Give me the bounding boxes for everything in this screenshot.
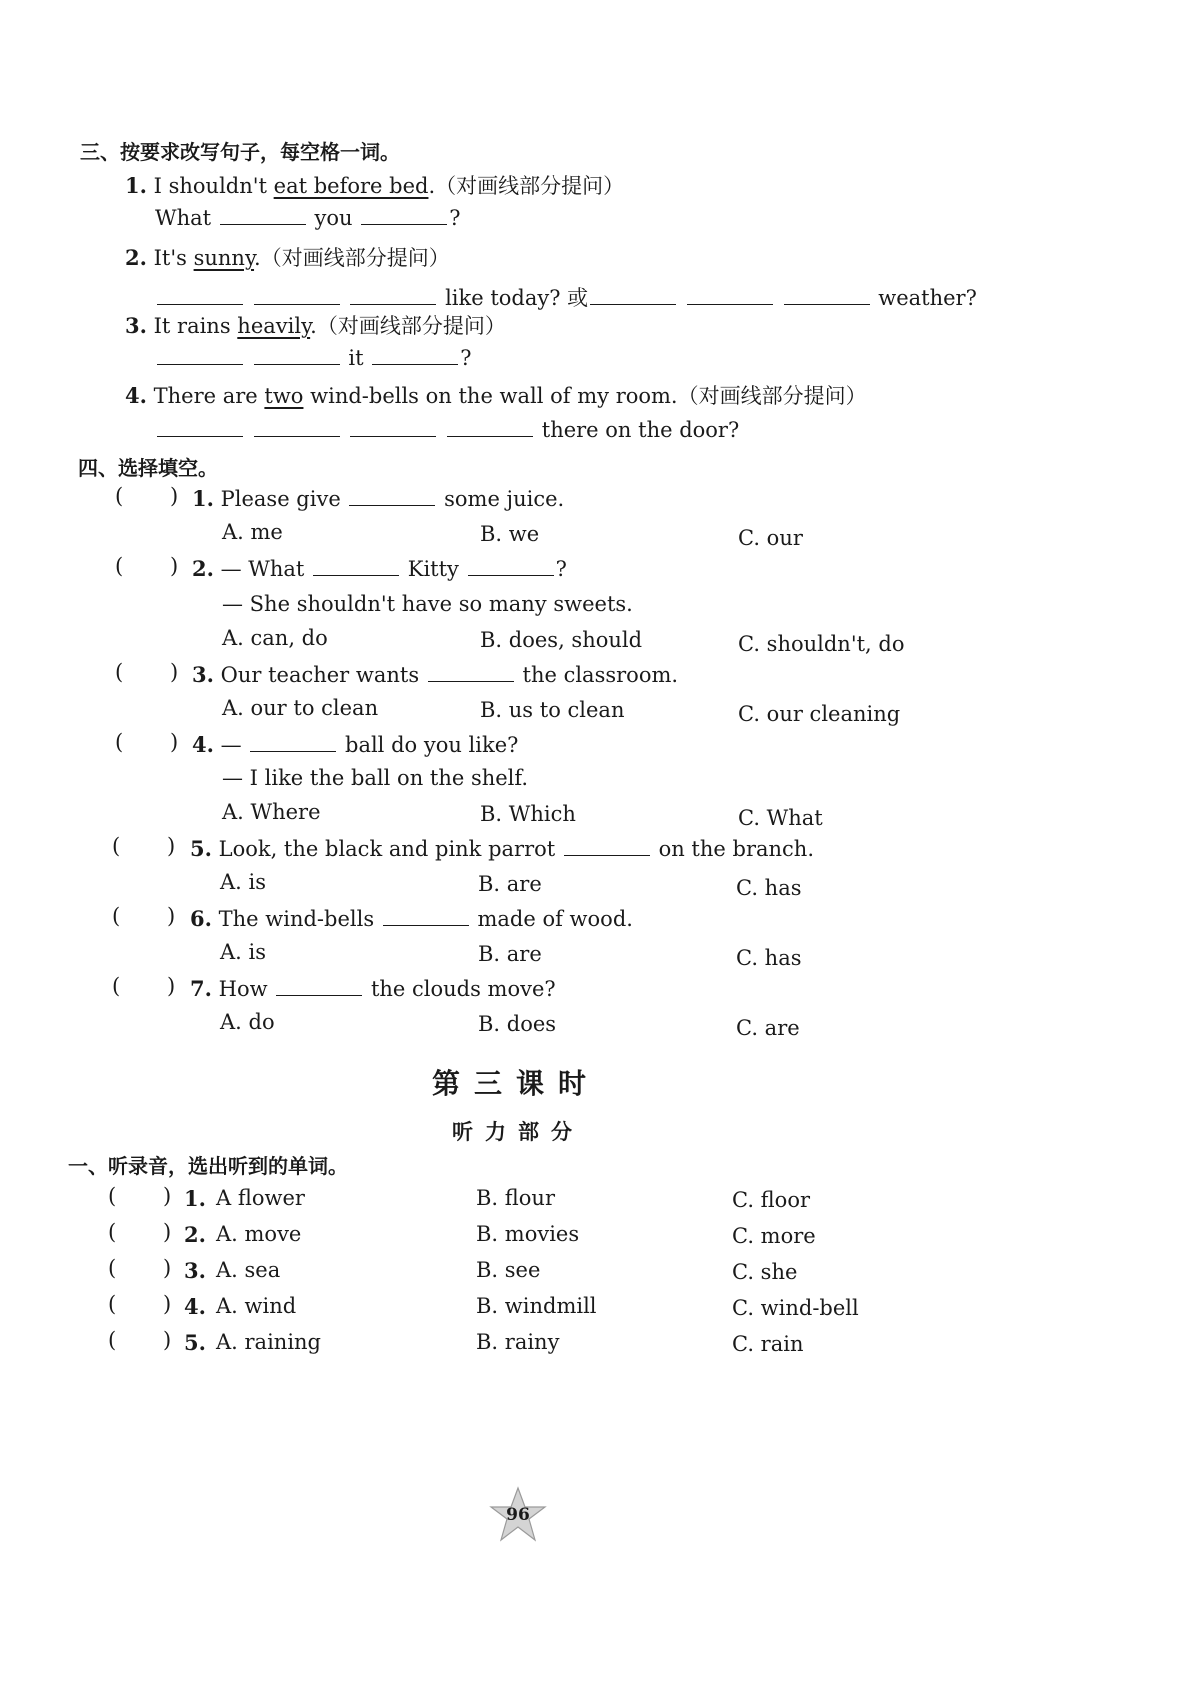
answer-paren-close: ) xyxy=(167,834,176,858)
s3-question-1 xyxy=(125,170,624,200)
option-b[interactable]: B. rainy xyxy=(476,1330,560,1354)
question-text: I shouldn't xyxy=(153,174,274,198)
answer-blank[interactable] xyxy=(428,663,514,682)
option-a[interactable]: A. wind xyxy=(216,1294,297,1318)
s4-question-4-reply: — I like the ball on the shelf. xyxy=(222,766,529,790)
s3-question-2 xyxy=(125,242,450,272)
answer-paren-close: ) xyxy=(167,904,176,928)
instruction: wind-bells on the wall of my room.（对画线部分提问） xyxy=(303,384,867,408)
question-text: The wind-bells xyxy=(218,907,375,931)
answer-paren-open[interactable]: ( xyxy=(115,484,124,508)
answer-word: ? xyxy=(460,346,472,370)
underlined-part: heavily xyxy=(237,314,311,338)
option-a[interactable]: A flower xyxy=(216,1186,305,1210)
answer-word: it xyxy=(348,346,364,370)
option-a[interactable]: A. sea xyxy=(216,1258,281,1282)
option-c[interactable]: C. more xyxy=(732,1224,816,1248)
option-a[interactable]: A. our to clean xyxy=(222,696,379,720)
answer-paren-open[interactable]: ( xyxy=(112,834,121,858)
question-number: 2. xyxy=(192,556,214,581)
option-c[interactable]: C. has xyxy=(736,876,802,900)
option-c[interactable]: C. she xyxy=(732,1260,798,1284)
underlined-part: sunny xyxy=(193,246,255,270)
option-b[interactable]: B. does, should xyxy=(480,628,643,652)
answer-word: ? xyxy=(449,206,461,230)
answer-blank[interactable] xyxy=(254,286,340,305)
question-number: 2. xyxy=(125,245,147,270)
option-b[interactable]: B. windmill xyxy=(476,1294,597,1318)
question-text: on the branch. xyxy=(658,837,814,861)
question-text: made of wood. xyxy=(477,907,633,931)
answer-word: like today? 或 xyxy=(445,286,589,310)
answer-blank[interactable] xyxy=(350,418,436,437)
answer-blank[interactable] xyxy=(157,286,243,305)
option-c[interactable]: C. are xyxy=(736,1016,800,1040)
s3-answer-1 xyxy=(155,206,460,230)
answer-paren-close: ) xyxy=(163,1328,172,1352)
option-a[interactable]: A. me xyxy=(222,520,283,544)
answer-paren-close: ) xyxy=(163,1220,172,1244)
answer-blank[interactable] xyxy=(687,286,773,305)
option-b[interactable]: B. see xyxy=(476,1258,541,1282)
question-text: ? xyxy=(555,557,567,581)
question-number: 2. xyxy=(184,1222,206,1247)
s4-question-5 xyxy=(190,836,814,861)
option-c[interactable]: C. shouldn't, do xyxy=(738,632,905,656)
answer-blank[interactable] xyxy=(784,286,870,305)
answer-paren-open[interactable]: ( xyxy=(115,660,124,684)
instruction: .（对画线部分提问） xyxy=(254,246,450,270)
answer-blank[interactable] xyxy=(590,286,676,305)
underlined-part: eat before bed xyxy=(273,174,429,198)
question-number: 3. xyxy=(192,662,214,687)
s4-question-2 xyxy=(192,556,567,581)
answer-paren-open[interactable]: ( xyxy=(115,554,124,578)
section-4-heading: 四、选择填空。 xyxy=(78,456,218,480)
lesson-title: 第三课时 xyxy=(432,1067,601,1100)
question-text: Kitty xyxy=(407,557,459,581)
answer-paren-open[interactable]: ( xyxy=(108,1292,117,1316)
page-number-badge xyxy=(488,1486,548,1544)
s4-question-7 xyxy=(190,976,556,1001)
question-text: — What xyxy=(220,557,305,581)
s3-answer-3 xyxy=(155,346,471,370)
s3-answer-4 xyxy=(155,418,739,442)
question-text: some juice. xyxy=(444,487,565,511)
answer-blank[interactable] xyxy=(254,418,340,437)
s4-question-1 xyxy=(192,486,564,511)
answer-blank[interactable] xyxy=(157,418,243,437)
option-b[interactable]: B. are xyxy=(478,942,542,966)
question-number: 4. xyxy=(192,732,214,757)
answer-paren-open[interactable]: ( xyxy=(108,1256,117,1280)
question-number: 5. xyxy=(190,836,212,861)
option-b[interactable]: B. does xyxy=(478,1012,557,1036)
answer-blank[interactable] xyxy=(254,346,340,365)
question-number: 4. xyxy=(184,1294,206,1319)
s4-question-4 xyxy=(192,732,518,757)
answer-paren-close: ) xyxy=(167,974,176,998)
question-text: It's xyxy=(153,246,194,270)
option-b[interactable]: B. are xyxy=(478,872,542,896)
answer-blank[interactable] xyxy=(468,557,554,576)
option-a[interactable]: A. Where xyxy=(222,800,321,824)
option-c[interactable]: C. our xyxy=(738,526,803,550)
question-number: 6. xyxy=(190,906,212,931)
option-b[interactable]: B. we xyxy=(480,522,540,546)
question-number: 3. xyxy=(184,1258,206,1283)
answer-blank[interactable] xyxy=(250,733,336,752)
answer-paren-close: ) xyxy=(170,484,179,508)
instruction: .（对画线部分提问） xyxy=(428,174,625,198)
answer-word: you xyxy=(314,206,353,230)
answer-paren-close: ) xyxy=(170,660,179,684)
question-text: — xyxy=(220,733,242,757)
listening-heading: 一、听录音，选出听到的单词。 xyxy=(68,1154,348,1178)
s4-question-2-reply: — She shouldn't have so many sweets. xyxy=(222,592,633,616)
option-c[interactable]: C. has xyxy=(736,946,802,970)
s3-answer-2 xyxy=(155,282,977,312)
answer-blank[interactable] xyxy=(383,907,469,926)
listening-title: 听力部分 xyxy=(452,1120,584,1144)
option-a[interactable]: A. raining xyxy=(216,1330,321,1354)
answer-paren-close: ) xyxy=(170,730,179,754)
page-number: 96 xyxy=(506,1505,530,1525)
s3-question-4 xyxy=(125,380,867,410)
answer-paren-open[interactable]: ( xyxy=(112,904,121,928)
answer-blank[interactable] xyxy=(447,418,533,437)
question-number: 1. xyxy=(184,1186,206,1211)
answer-paren-close: ) xyxy=(163,1292,172,1316)
answer-paren-close: ) xyxy=(163,1184,172,1208)
answer-paren-close: ) xyxy=(163,1256,172,1280)
answer-blank[interactable] xyxy=(276,977,362,996)
underlined-part: two xyxy=(264,384,304,408)
answer-word: What xyxy=(155,206,212,230)
option-a[interactable]: A. is xyxy=(220,940,267,964)
question-number: 1. xyxy=(125,173,147,198)
option-c[interactable]: C. floor xyxy=(732,1188,811,1212)
s4-question-3 xyxy=(192,662,678,687)
option-c[interactable]: C. rain xyxy=(732,1332,804,1356)
answer-paren-open[interactable]: ( xyxy=(108,1220,117,1244)
answer-paren-close: ) xyxy=(170,554,179,578)
answer-blank[interactable] xyxy=(361,206,447,225)
answer-blank[interactable] xyxy=(313,557,399,576)
answer-paren-open[interactable]: ( xyxy=(108,1184,117,1208)
option-a[interactable]: A. move xyxy=(216,1222,302,1246)
answer-paren-open[interactable]: ( xyxy=(108,1328,117,1352)
s4-question-6 xyxy=(190,906,633,931)
instruction: .（对画线部分提问） xyxy=(310,314,506,338)
question-number: 7. xyxy=(190,976,212,1001)
option-b[interactable]: B. us to clean xyxy=(480,698,625,722)
question-number: 4. xyxy=(125,383,147,408)
answer-blank[interactable] xyxy=(372,346,458,365)
option-a[interactable]: A. do xyxy=(220,1010,275,1034)
question-text: How xyxy=(218,977,268,1001)
s3-question-3 xyxy=(125,310,506,340)
question-number: 3. xyxy=(125,313,147,338)
answer-paren-open[interactable]: ( xyxy=(115,730,124,754)
option-c[interactable]: C. What xyxy=(738,806,823,830)
option-b[interactable]: B. movies xyxy=(476,1222,580,1246)
question-text: Please give xyxy=(220,487,341,511)
answer-blank[interactable] xyxy=(350,286,436,305)
answer-word: there on the door? xyxy=(541,418,740,442)
answer-blank[interactable] xyxy=(220,206,306,225)
question-text: ball do you like? xyxy=(345,733,519,757)
option-a[interactable]: A. can, do xyxy=(222,626,328,650)
question-text: the clouds move? xyxy=(370,977,556,1001)
question-text: It rains xyxy=(153,314,238,338)
option-c[interactable]: C. wind-bell xyxy=(732,1296,859,1320)
question-number: 5. xyxy=(184,1330,206,1355)
answer-word: weather? xyxy=(878,286,977,310)
section-3-heading: 三、按要求改写句子，每空格一词。 xyxy=(80,140,400,164)
option-a[interactable]: A. is xyxy=(220,870,267,894)
answer-blank[interactable] xyxy=(157,346,243,365)
answer-blank[interactable] xyxy=(564,837,650,856)
option-c[interactable]: C. our cleaning xyxy=(738,702,901,726)
option-b[interactable]: B. Which xyxy=(480,802,576,826)
question-text: the classroom. xyxy=(522,663,679,687)
option-b[interactable]: B. flour xyxy=(476,1186,555,1210)
question-text: Our teacher wants xyxy=(220,663,420,687)
answer-paren-open[interactable]: ( xyxy=(112,974,121,998)
question-number: 1. xyxy=(192,486,214,511)
question-text: There are xyxy=(153,384,265,408)
answer-blank[interactable] xyxy=(349,487,435,506)
question-text: Look, the black and pink parrot xyxy=(218,837,556,861)
